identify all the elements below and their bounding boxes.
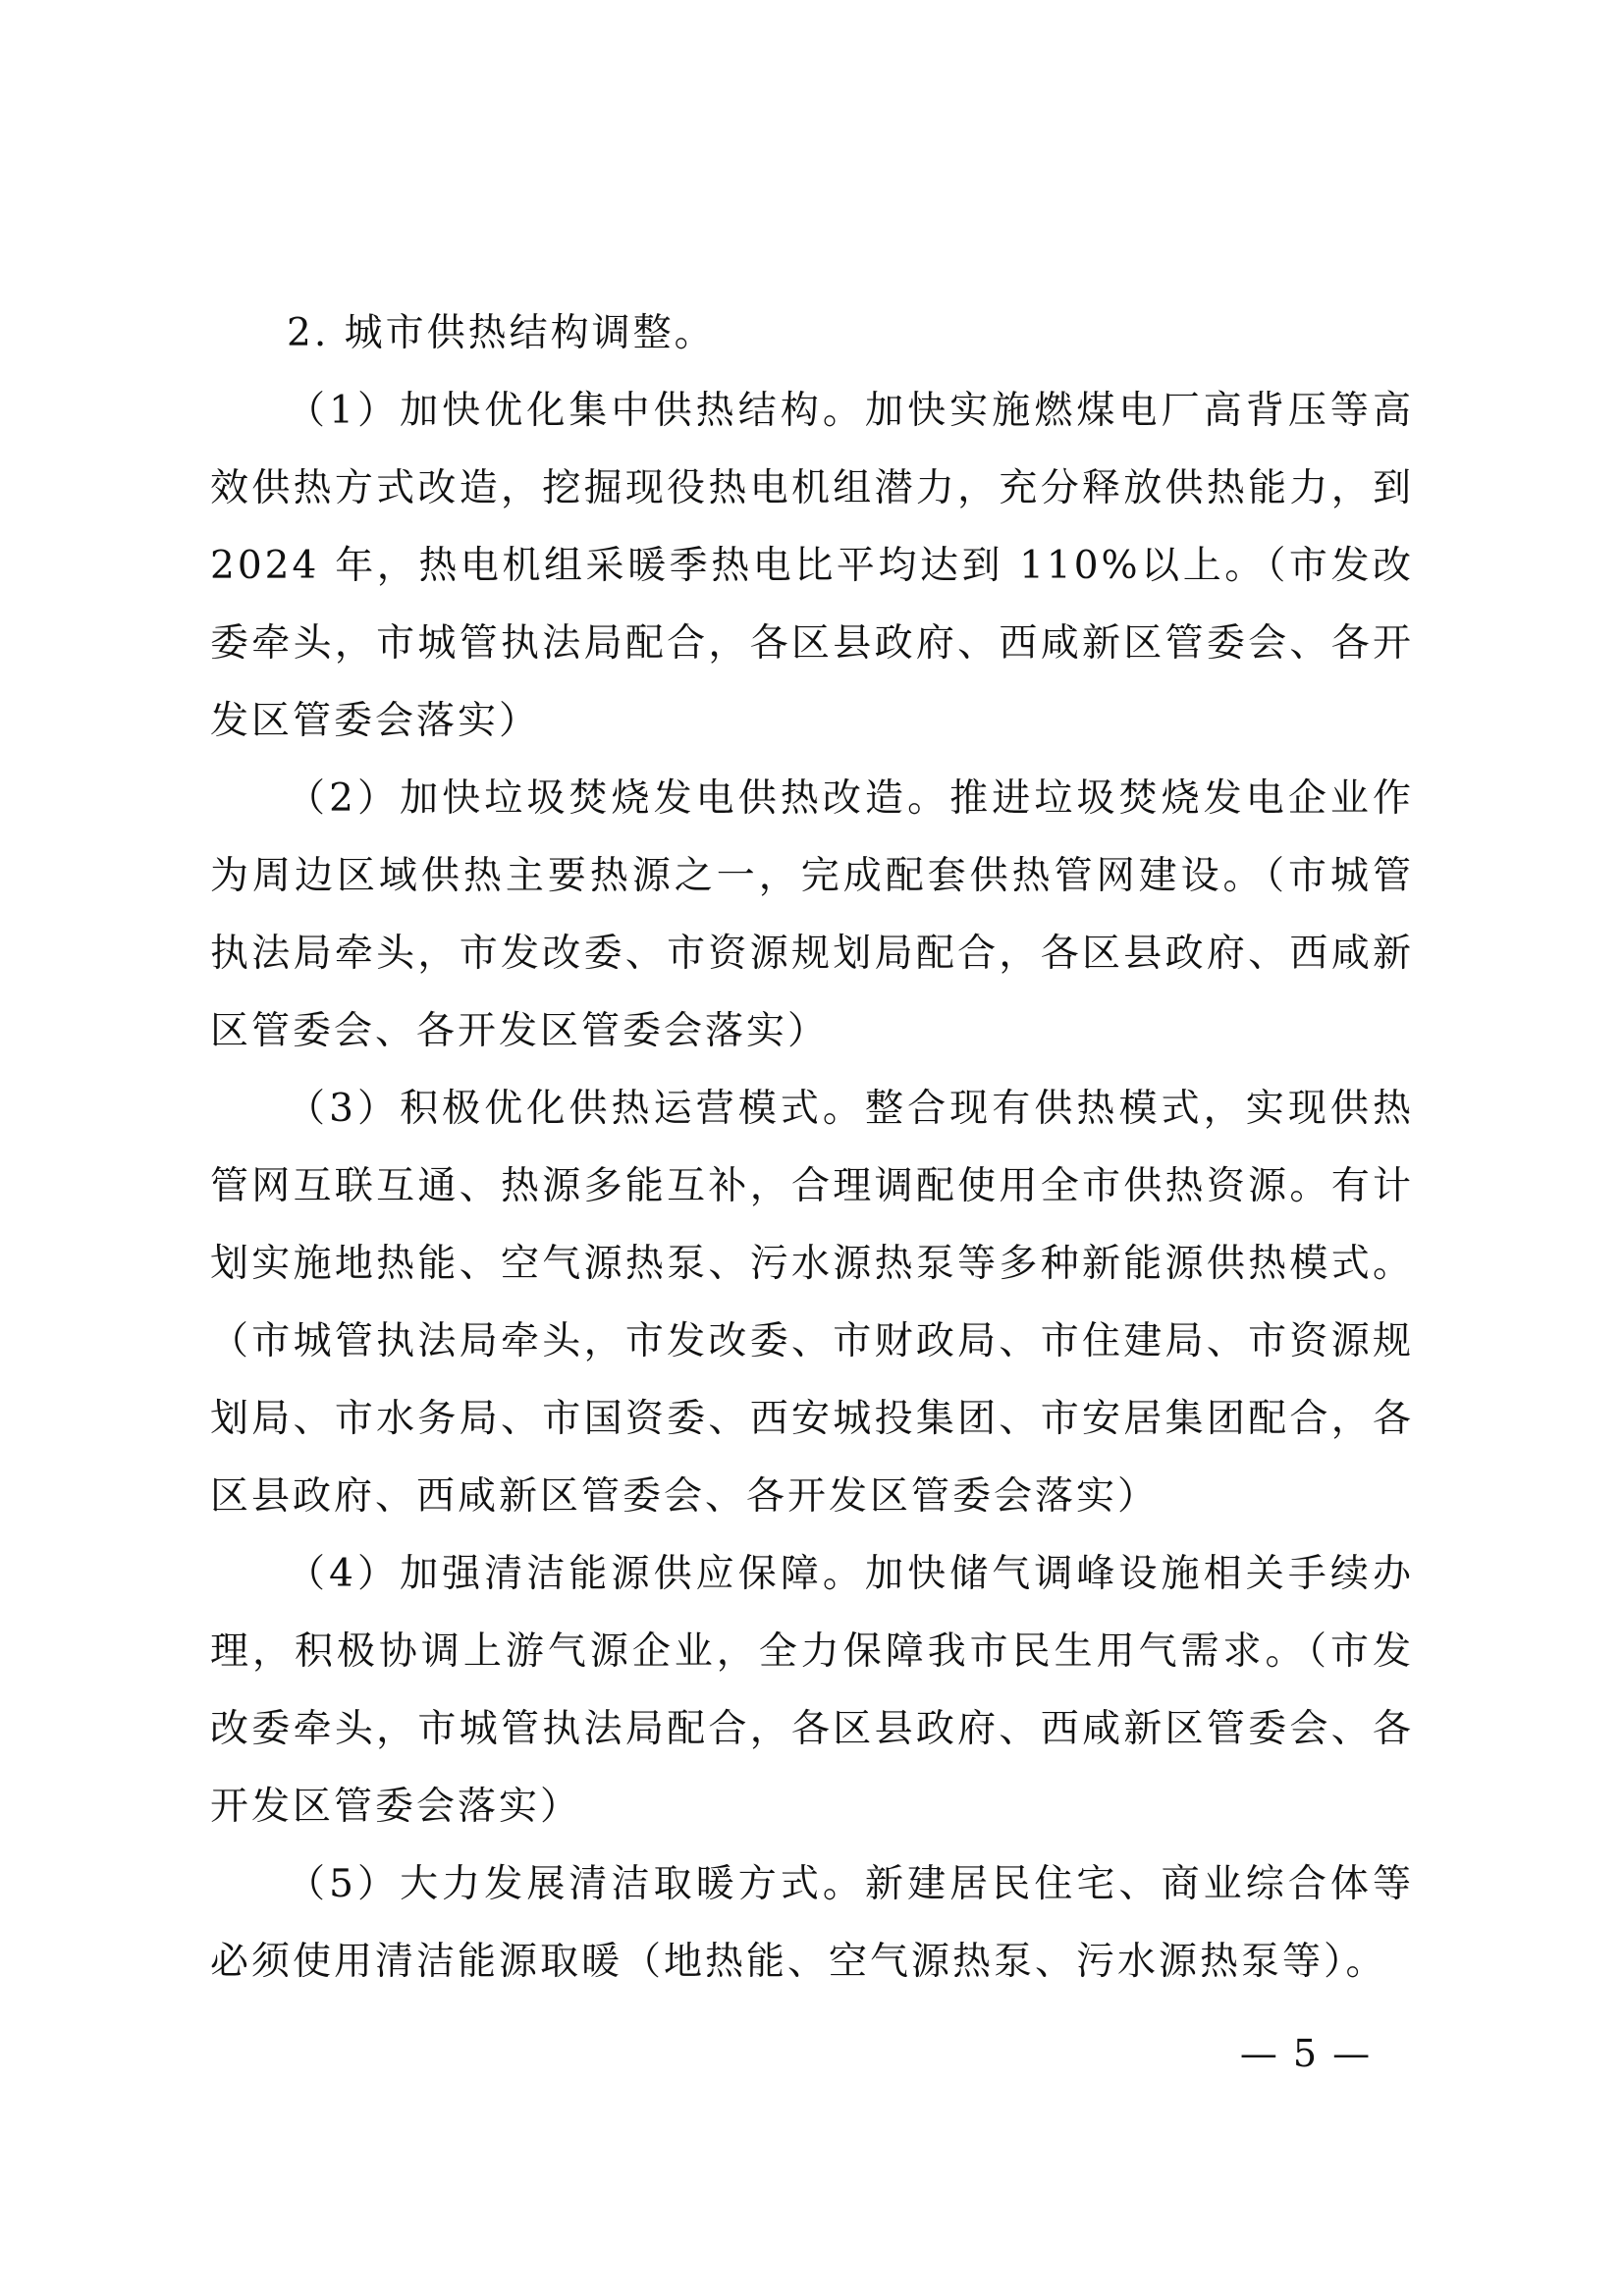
paragraph-item-4: （4）加强清洁能源供应保障。加快储气调峰设施相关手续办理，积极协调上游气源企业，全力保障我市民生用气需求。（市发改委牵头，市城管执法局配合，各区县政府、西咸新区管委会、各开发区管委会落实） (210, 1552, 1414, 1829)
body-text (210, 294, 1414, 2001)
page-number: — 5 — (1239, 2032, 1373, 2075)
paragraph-item-5: （5）大力发展清洁取暖方式。新建居民住宅、商业综合体等必须使用清洁能源取暖（地热能、空气源热泵、污水源热泵等）。 (210, 1862, 1414, 1984)
paragraph-item-1: （1）加快优化集中供热结构。加快实施燃煤电厂高背压等高效供热方式改造，挖掘现役热电机组潜力，充分释放供热能力，到 2024 年，热电机组采暖季热电比平均达到 110%以上。（市发改委牵头，市城管执法局配合，各区县政府、西咸新区管委会、各开发区管委会落实） (210, 389, 1414, 743)
paragraph-item-3: （3）积极优化供热运营模式。整合现有供热模式，实现供热管网互联互通、热源多能互补，合理调配使用全市供热资源。有计划实施地热能、空气源热泵、污水源热泵等多种新能源供热模式。（市城管执法局牵头，市发改委、市财政局、市住建局、市资源规划局、市水务局、市国资委、西安城投集团、市安居集团配合，各区县政府、西咸新区管委会、各开发区管委会落实） (210, 1087, 1414, 1519)
section-heading: 2. 城市供热结构调整。 (287, 311, 716, 355)
paragraph-item-2: （2）加快垃圾焚烧发电供热改造。推进垃圾焚烧发电企业作为周边区域供热主要热源之一，完成配套供热管网建设。（市城管执法局牵头，市发改委、市资源规划局配合，各区县政府、西咸新区管委会、各开发区管委会落实） (210, 776, 1414, 1053)
